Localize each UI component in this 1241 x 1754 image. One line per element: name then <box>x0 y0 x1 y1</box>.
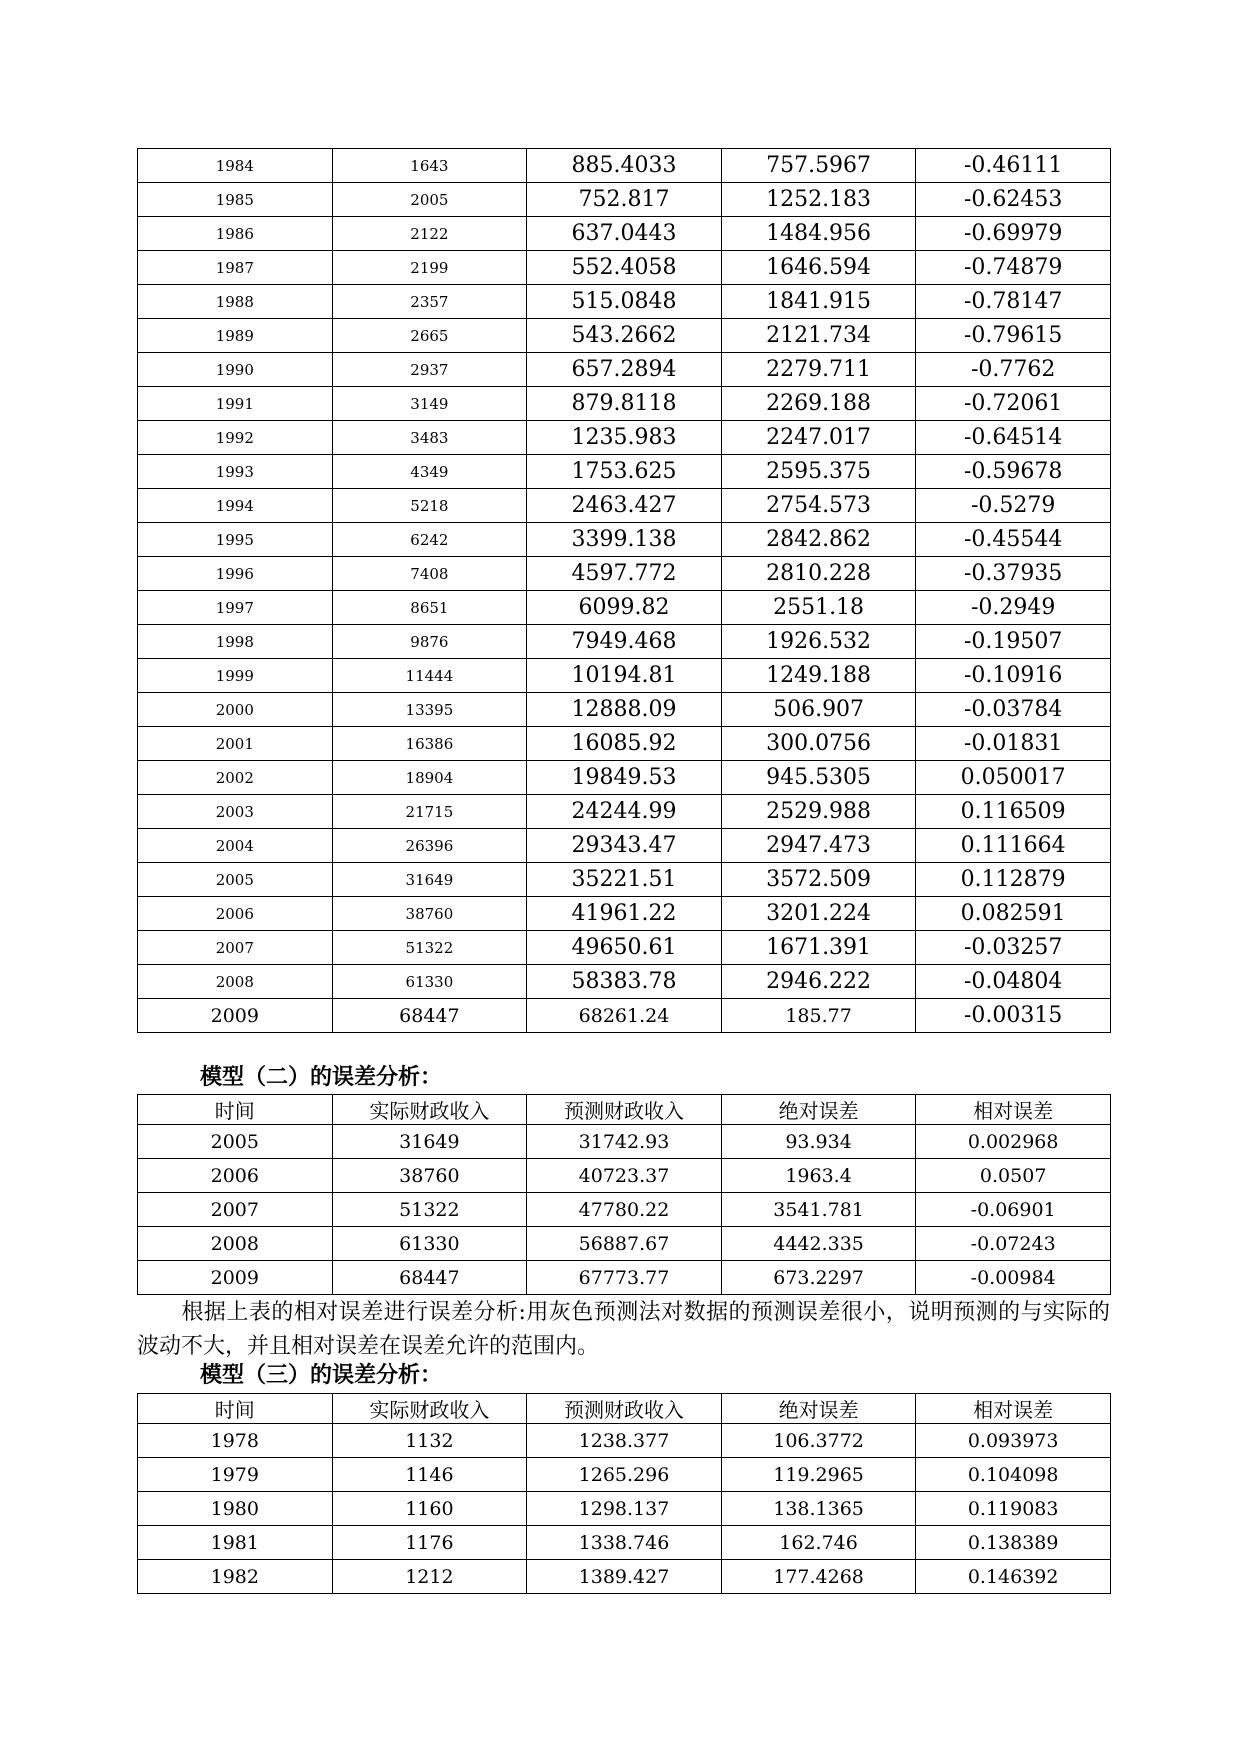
table-cell: 879.8118 <box>527 387 722 421</box>
table-row <box>138 217 1111 251</box>
table-cell: 38760 <box>332 897 527 931</box>
table-cell: 1963.4 <box>721 1159 916 1193</box>
table-cell: 2463.427 <box>527 489 722 523</box>
table-cell: 16386 <box>332 727 527 761</box>
table-cell: -0.79615 <box>916 319 1111 353</box>
table-cell: 4597.772 <box>527 557 722 591</box>
table-row <box>138 149 1111 183</box>
table-cell: 1991 <box>138 387 333 421</box>
table-row <box>138 965 1111 999</box>
table-cell: 2007 <box>138 1193 333 1227</box>
table-cell: 885.4033 <box>527 149 722 183</box>
column-header: 实际财政收入 <box>332 1095 527 1125</box>
table-cell: 1981 <box>138 1526 333 1560</box>
table-row <box>138 761 1111 795</box>
table-cell: 2008 <box>138 965 333 999</box>
table-model-1-errors <box>137 148 1111 1033</box>
table-cell: -0.03257 <box>916 931 1111 965</box>
table-cell: 1926.532 <box>721 625 916 659</box>
table-cell: 2529.988 <box>721 795 916 829</box>
table-row <box>138 353 1111 387</box>
table-cell: 1992 <box>138 421 333 455</box>
table-cell: 18904 <box>332 761 527 795</box>
table-cell: 2004 <box>138 829 333 863</box>
table-row <box>138 319 1111 353</box>
table-cell: 1988 <box>138 285 333 319</box>
table-cell: 68261.24 <box>527 999 722 1033</box>
table-cell: 13395 <box>332 693 527 727</box>
table-cell: -0.01831 <box>916 727 1111 761</box>
table-row <box>138 795 1111 829</box>
table-cell: 7408 <box>332 557 527 591</box>
table-row <box>138 829 1111 863</box>
table-cell: 1982 <box>138 1560 333 1594</box>
table-cell: 1997 <box>138 591 333 625</box>
table-cell: 2247.017 <box>721 421 916 455</box>
table-row <box>138 489 1111 523</box>
table-cell: 3149 <box>332 387 527 421</box>
table-cell: -0.2949 <box>916 591 1111 625</box>
table-cell: -0.59678 <box>916 455 1111 489</box>
table-row <box>138 1125 1111 1159</box>
table-cell: 1989 <box>138 319 333 353</box>
table-cell: 1132 <box>332 1424 527 1458</box>
table-cell: 29343.47 <box>527 829 722 863</box>
table-cell: 3541.781 <box>721 1193 916 1227</box>
table-cell: 51322 <box>332 1193 527 1227</box>
table-cell: 2009 <box>138 1261 333 1295</box>
column-header: 实际财政收入 <box>332 1394 527 1424</box>
table-cell: 38760 <box>332 1159 527 1193</box>
section-heading-model-2: 模型（二）的误差分析： <box>200 1064 443 1090</box>
table-model-3-errors <box>137 1393 1111 1594</box>
table-cell: 1646.594 <box>721 251 916 285</box>
table-cell: 2006 <box>138 897 333 931</box>
table-cell: 2002 <box>138 761 333 795</box>
table-cell: 2001 <box>138 727 333 761</box>
table-cell: 138.1365 <box>721 1492 916 1526</box>
table-cell: 1212 <box>332 1560 527 1594</box>
table-cell: -0.69979 <box>916 217 1111 251</box>
table-cell: -0.07243 <box>916 1227 1111 1261</box>
analysis-paragraph <box>137 1296 1110 1364</box>
table-cell: -0.10916 <box>916 659 1111 693</box>
table-cell: -0.45544 <box>916 523 1111 557</box>
table-cell: 2199 <box>332 251 527 285</box>
table-cell: 2357 <box>332 285 527 319</box>
table-cell: 1841.915 <box>721 285 916 319</box>
table-cell: 35221.51 <box>527 863 722 897</box>
table-cell: 5218 <box>332 489 527 523</box>
table-cell: 41961.22 <box>527 897 722 931</box>
table-model-2-errors <box>137 1094 1111 1295</box>
table-cell: 1986 <box>138 217 333 251</box>
table-row <box>138 625 1111 659</box>
table-cell: 68447 <box>332 1261 527 1295</box>
table-cell: 2279.711 <box>721 353 916 387</box>
table-cell: 162.746 <box>721 1526 916 1560</box>
table-cell: 0.116509 <box>916 795 1111 829</box>
table-cell: -0.00315 <box>916 999 1111 1033</box>
table-cell: 61330 <box>332 965 527 999</box>
table-row <box>138 999 1111 1033</box>
column-header: 绝对误差 <box>721 1394 916 1424</box>
table-row <box>138 251 1111 285</box>
table-cell: -0.19507 <box>916 625 1111 659</box>
table-cell: -0.7762 <box>916 353 1111 387</box>
table-cell: 0.093973 <box>916 1424 1111 1458</box>
table-cell: -0.46111 <box>916 149 1111 183</box>
column-header: 时间 <box>138 1095 333 1125</box>
table-row <box>138 1526 1111 1560</box>
table-cell: 0.112879 <box>916 863 1111 897</box>
table-cell: 2000 <box>138 693 333 727</box>
table-cell: 177.4268 <box>721 1560 916 1594</box>
table-row <box>138 523 1111 557</box>
table-cell: 1979 <box>138 1458 333 1492</box>
table-row <box>138 1193 1111 1227</box>
table-row <box>138 1227 1111 1261</box>
table-cell: 2937 <box>332 353 527 387</box>
table-cell: 1985 <box>138 183 333 217</box>
table-cell: 0.146392 <box>916 1560 1111 1594</box>
table-cell: 1160 <box>332 1492 527 1526</box>
table-cell: 12888.09 <box>527 693 722 727</box>
table-cell: 3572.509 <box>721 863 916 897</box>
table-cell: 1252.183 <box>721 183 916 217</box>
table-row <box>138 863 1111 897</box>
table-row <box>138 727 1111 761</box>
table-cell: 1999 <box>138 659 333 693</box>
table-row <box>138 1492 1111 1526</box>
table-cell: 0.0507 <box>916 1159 1111 1193</box>
table-cell: 2810.228 <box>721 557 916 591</box>
table-cell: 552.4058 <box>527 251 722 285</box>
table-cell: 2009 <box>138 999 333 1033</box>
table-cell: -0.78147 <box>916 285 1111 319</box>
table-cell: 68447 <box>332 999 527 1033</box>
table-cell: 1643 <box>332 149 527 183</box>
table-cell: -0.03784 <box>916 693 1111 727</box>
table-cell: 1338.746 <box>527 1526 722 1560</box>
table-row <box>138 557 1111 591</box>
table-cell: 1298.137 <box>527 1492 722 1526</box>
column-header: 绝对误差 <box>721 1095 916 1125</box>
table-cell: 11444 <box>332 659 527 693</box>
table-cell: 1995 <box>138 523 333 557</box>
table-row <box>138 897 1111 931</box>
table-cell: 657.2894 <box>527 353 722 387</box>
column-header: 预测财政收入 <box>527 1394 722 1424</box>
table-cell: 752.817 <box>527 183 722 217</box>
table-cell: 2947.473 <box>721 829 916 863</box>
table-cell: -0.06901 <box>916 1193 1111 1227</box>
table-cell: 185.77 <box>721 999 916 1033</box>
table-row <box>138 183 1111 217</box>
table-cell: 119.2965 <box>721 1458 916 1492</box>
table-cell: 4349 <box>332 455 527 489</box>
table-cell: 1990 <box>138 353 333 387</box>
table-cell: 1980 <box>138 1492 333 1526</box>
table-cell: 31649 <box>332 1125 527 1159</box>
analysis-text: 根据上表的相对误差进行误差分析:用灰色预测法对数据的预测误差很小，说明预测的与实际的波动不大，并且相对误差在误差允许的范围内。 <box>137 1300 1110 1359</box>
table-row <box>138 1458 1111 1492</box>
table-cell: 757.5967 <box>721 149 916 183</box>
table-row <box>138 387 1111 421</box>
table-cell: 0.082591 <box>916 897 1111 931</box>
table-cell: -0.37935 <box>916 557 1111 591</box>
table-cell: 1994 <box>138 489 333 523</box>
table-cell: 6099.82 <box>527 591 722 625</box>
table-row <box>138 455 1111 489</box>
table-row <box>138 1159 1111 1193</box>
table-cell: 1753.625 <box>527 455 722 489</box>
table-cell: 4442.335 <box>721 1227 916 1261</box>
table-cell: 0.002968 <box>916 1125 1111 1159</box>
table-cell: 1235.983 <box>527 421 722 455</box>
table-cell: 8651 <box>332 591 527 625</box>
table-cell: -0.64514 <box>916 421 1111 455</box>
table-cell: 2008 <box>138 1227 333 1261</box>
table-cell: 51322 <box>332 931 527 965</box>
table-cell: 0.104098 <box>916 1458 1111 1492</box>
table-cell: 2122 <box>332 217 527 251</box>
table-cell: 1146 <box>332 1458 527 1492</box>
table-cell: 2003 <box>138 795 333 829</box>
table-row <box>138 591 1111 625</box>
table-cell: 2005 <box>138 863 333 897</box>
table-cell: 1987 <box>138 251 333 285</box>
table-header-row <box>138 1095 1111 1125</box>
table-cell: 1998 <box>138 625 333 659</box>
table-cell: 9876 <box>332 625 527 659</box>
table-row <box>138 1560 1111 1594</box>
table-cell: 1484.956 <box>721 217 916 251</box>
table-row <box>138 931 1111 965</box>
table-cell: 2006 <box>138 1159 333 1193</box>
table-cell: 61330 <box>332 1227 527 1261</box>
table-cell: 515.0848 <box>527 285 722 319</box>
section-heading-model-3: 模型（三）的误差分析： <box>200 1362 443 1388</box>
table-cell: 19849.53 <box>527 761 722 795</box>
table-cell: 56887.67 <box>527 1227 722 1261</box>
table-header-row <box>138 1394 1111 1424</box>
table-cell: 637.0443 <box>527 217 722 251</box>
table-cell: 21715 <box>332 795 527 829</box>
table-cell: 47780.22 <box>527 1193 722 1227</box>
table-cell: 31742.93 <box>527 1125 722 1159</box>
table-cell: 1389.427 <box>527 1560 722 1594</box>
column-header: 时间 <box>138 1394 333 1424</box>
table-cell: 1671.391 <box>721 931 916 965</box>
table-cell: 673.2297 <box>721 1261 916 1295</box>
table-row <box>138 1261 1111 1295</box>
table-cell: 1176 <box>332 1526 527 1560</box>
table-cell: 945.5305 <box>721 761 916 795</box>
column-header: 相对误差 <box>916 1394 1111 1424</box>
table-cell: -0.72061 <box>916 387 1111 421</box>
table-cell: 2005 <box>332 183 527 217</box>
table-cell: -0.04804 <box>916 965 1111 999</box>
table-cell: 49650.61 <box>527 931 722 965</box>
table-cell: 7949.468 <box>527 625 722 659</box>
table-cell: 300.0756 <box>721 727 916 761</box>
table-row <box>138 659 1111 693</box>
table-row <box>138 421 1111 455</box>
table-cell: 2665 <box>332 319 527 353</box>
table-cell: 2269.188 <box>721 387 916 421</box>
table-cell: 40723.37 <box>527 1159 722 1193</box>
table-cell: 3399.138 <box>527 523 722 557</box>
table-row <box>138 285 1111 319</box>
table-cell: 1265.296 <box>527 1458 722 1492</box>
table-cell: 67773.77 <box>527 1261 722 1295</box>
table-cell: 3201.224 <box>721 897 916 931</box>
table-cell: -0.74879 <box>916 251 1111 285</box>
table-cell: 0.111664 <box>916 829 1111 863</box>
table-cell: 31649 <box>332 863 527 897</box>
table-row <box>138 693 1111 727</box>
table-cell: 10194.81 <box>527 659 722 693</box>
table-cell: 2005 <box>138 1125 333 1159</box>
table-cell: 2595.375 <box>721 455 916 489</box>
table-cell: -0.00984 <box>916 1261 1111 1295</box>
table-cell: 58383.78 <box>527 965 722 999</box>
table-cell: 2946.222 <box>721 965 916 999</box>
table-cell: -0.62453 <box>916 183 1111 217</box>
table-cell: 1978 <box>138 1424 333 1458</box>
table-cell: 2842.862 <box>721 523 916 557</box>
table-cell: 0.138389 <box>916 1526 1111 1560</box>
table-cell: 3483 <box>332 421 527 455</box>
table-cell: 1996 <box>138 557 333 591</box>
table-cell: 16085.92 <box>527 727 722 761</box>
table-cell: 106.3772 <box>721 1424 916 1458</box>
table-cell: 2121.734 <box>721 319 916 353</box>
table-cell: 2551.18 <box>721 591 916 625</box>
table-cell: 1238.377 <box>527 1424 722 1458</box>
table-cell: 26396 <box>332 829 527 863</box>
table-cell: 93.934 <box>721 1125 916 1159</box>
table-cell: -0.5279 <box>916 489 1111 523</box>
column-header: 相对误差 <box>916 1095 1111 1125</box>
table-cell: 2754.573 <box>721 489 916 523</box>
table-cell: 0.050017 <box>916 761 1111 795</box>
column-header: 预测财政收入 <box>527 1095 722 1125</box>
table-cell: 0.119083 <box>916 1492 1111 1526</box>
table-cell: 1249.188 <box>721 659 916 693</box>
table-cell: 6242 <box>332 523 527 557</box>
table-cell: 1993 <box>138 455 333 489</box>
table-cell: 543.2662 <box>527 319 722 353</box>
table-cell: 24244.99 <box>527 795 722 829</box>
table-cell: 1984 <box>138 149 333 183</box>
table-cell: 506.907 <box>721 693 916 727</box>
table-cell: 2007 <box>138 931 333 965</box>
table-row <box>138 1424 1111 1458</box>
